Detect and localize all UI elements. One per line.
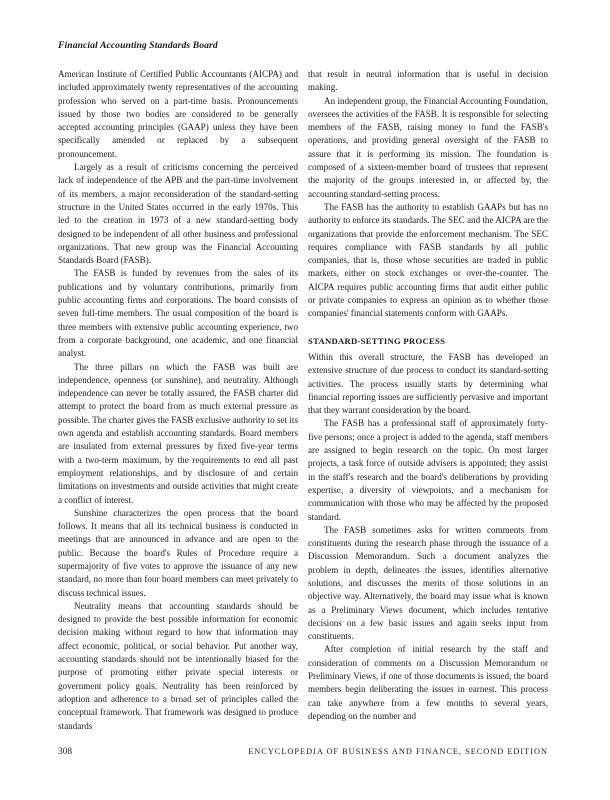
paragraph: that result in neutral information that is useful in decision making. <box>308 69 548 93</box>
paragraph: The FASB sometimes asks for written comments from constituents during the research phase through the issuance of a Discussion Memorandum. Such a document analyzes the problem in depth, delineates the issues, identifies alternative solutions, and discusses the merits of those solutions in an objective way. Alternatively, the board may issue what is known as a Preliminary Views document, which includes tentative decisions on a few basic issues and again seeks input from constituents. <box>308 524 548 642</box>
paragraph: After completion of initial research by the staff and consideration of comments on a Discussion Memorandum or Preliminary Views, if one of those documents is issued, the board members begin deliberating the issues in earnest. This process can take anywhere from a few months to several years, depending on the number and <box>308 644 548 721</box>
paragraph: An independent group, the Financial Accounting Foundation, oversees the activities of the FASB. It is responsible for selecting members of the FASB, raising money to fund the FASB's operations, and providing general oversight of the FASB to assure that it is performing its mission. The foundation is composed of a sixteen-member board of trustees that represent the majority of the groups interested in, or affected by, the accounting standard-setting process. <box>308 95 548 199</box>
paragraph: Neutrality means that accounting standards should be designed to provide the best possible information for economic decision making without regard to how that information may affect economic, political, or social behavior. Put another way, accounting standards should not be intentionally biased for the purpose of promoting either private special interests or government policy goals. Neutrality has been reinforced by adoption and adherence to a broad set of principles called the conceptual framework. That framework was designed to produce standards <box>58 600 298 731</box>
page-footer <box>58 747 548 757</box>
paragraph: Sunshine characterizes the open process that the board follows. It means that all its technical business is conducted in meetings that are announced in advance and are open to the public. Because the board's Rules of Procedure require a supermajority of five votes to approve the issuance of any new standard, no more than four board members can meet privately to discuss technical issues. <box>58 507 298 598</box>
paragraph: Within this overall structure, the FASB has developed an extensive structure of due process to conduct its standard-setting activities. The process usually starts by determining what financial reporting issues are sufficiently pervasive and important that they warrant consideration by the board. <box>308 351 548 416</box>
paragraph: The FASB has a professional staff of approximately forty-five persons; once a project is added to the agenda, staff members are assigned to begin research on the topic. On most larger projects, a task force of outside advisers is appointed; they assist in the staff's research and the board's deliberations by providing expertise, a diversity of viewpoints, and a mechanism for communication with those who may be affected by the proposed standard. <box>308 418 548 522</box>
running-header: Financial Accounting Standards Board <box>58 40 218 51</box>
paragraph: The FASB is funded by revenues from the sales of its publications and by voluntary contributions, primarily from public accounting firms and corporations. The board consists of seven full-time members. The usual composition of the board is three members with extensive public accounting experience, two from a corporate background, one academic, and one financial analyst. <box>58 268 298 359</box>
publication-title: ENCYCLOPEDIA OF BUSINESS AND FINANCE, SECOND EDITION <box>248 747 548 756</box>
left-column <box>58 68 298 733</box>
page-number: 308 <box>58 747 73 757</box>
paragraph: The FASB has the authority to establish GAAPs but has no authority to enforce its standards. The SEC and the AICPA are the organizations that provide the enforcement mechanism. The SEC requires compliance with FASB standards by all public companies, that is, those whose securities are traded in public markets, either on stock exchanges or over-the-counter. The AICPA requires public accounting firms that audit either public or private companies to express an opinion as to whether those companies' financial statements conform with GAAPs. <box>308 201 548 319</box>
right-column <box>308 68 548 723</box>
section-heading: STANDARD-SETTING PROCESS <box>308 335 446 346</box>
paragraph: American Institute of Certified Public Accountants (AICPA) and included approximately twenty representatives of the accounting profession who served on a part-time basis. Pronouncements issued by those two bodies are considered to be generally accepted accounting principles (GAAP) unless they have been specifically amended or replaced by a subsequent pronouncement. <box>58 69 298 159</box>
paragraph: The three pillars on which the FASB was built are independence, openness (or sunshine), and neutrality. Although independence can never be totally assured, the FASB charter did attempt to protect the board from as much external pressure as possible. The charter gives the FASB exclusive authority to set its own agenda and establish accounting standards. Board members are insulated from external pressures by fixed five-year terms with a two-term maximum, by the requirements to end all past employment relationships, and by disclosure of and certain limitations on investments and outside activities that might create a conflict of interest. <box>58 361 298 505</box>
paragraph: Largely as a result of criticisms concerning the perceived lack of independence of the APB and the part-time involvement of its members, a major reconsideration of the standard-setting structure in the United States occurred in the early 1970s. This led to the creation in 1973 of a new standard-setting body designed to be independent of all other business and professional organizations. That new group was the Financial Accounting Standards Board (FASB). <box>58 162 298 266</box>
